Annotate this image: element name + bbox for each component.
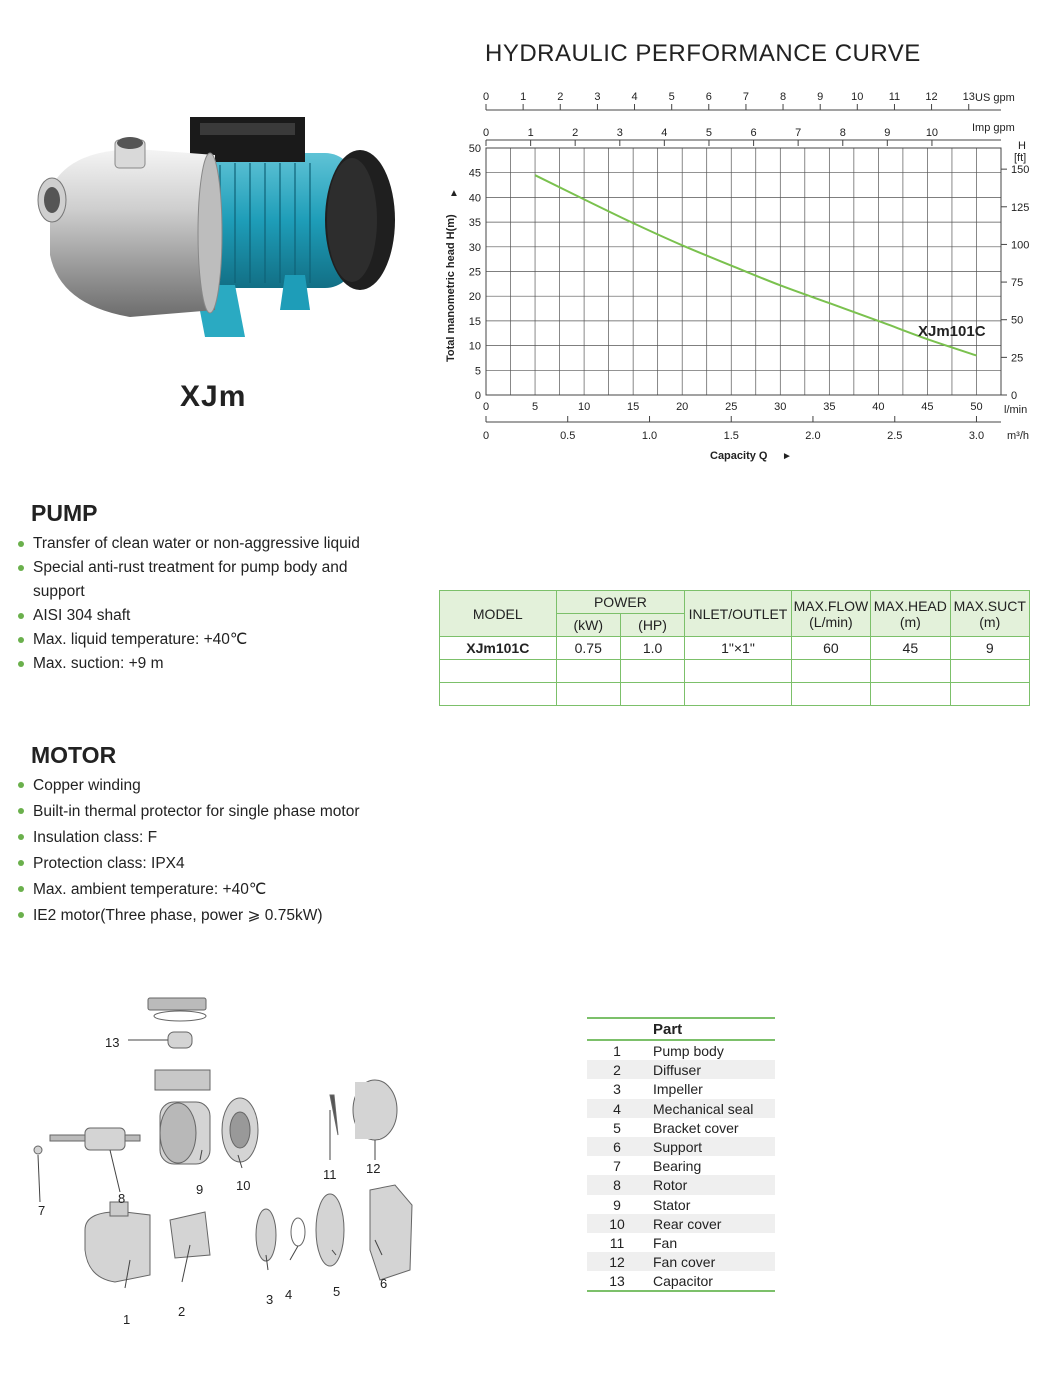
y-tick-label: 15 (468, 315, 481, 328)
pump-feature: AISI 304 shaft (16, 604, 376, 628)
y2-tick-label: 25 (1011, 352, 1024, 365)
y2-tick-label: 125 (1011, 201, 1030, 214)
spec-table (439, 590, 1030, 706)
usgpm-tick-label: 5 (668, 91, 675, 103)
x-tick-label: 45 (921, 401, 934, 413)
usgpm-tick-label: 10 (851, 91, 864, 103)
callout-11: 11 (323, 1167, 337, 1182)
impgpm-tick-label: 3 (616, 127, 623, 139)
part-bearing (34, 1146, 42, 1154)
part-name: Rear cover (653, 1215, 722, 1232)
part-pump-body (85, 1212, 150, 1282)
impgpm-tick-label: 2 (572, 127, 579, 139)
part-number: 1 (613, 1043, 621, 1059)
m3h-tick-label: 0 (482, 430, 490, 442)
part-rotor (85, 1128, 125, 1150)
part-gasket (154, 1011, 206, 1021)
list-item (587, 1060, 775, 1079)
part-support (370, 1185, 412, 1280)
usgpm-tick-label: 11 (888, 91, 901, 103)
x-axis-label: Capacity Q (710, 450, 768, 462)
callout-8: 8 (118, 1191, 126, 1206)
unit-usgpm: US gpm (975, 92, 1015, 104)
th-max-flow-l1: MAX.FLOW (793, 597, 869, 614)
part-number: 2 (613, 1062, 621, 1079)
chart-title: HYDRAULIC PERFORMANCE CURVE (485, 40, 921, 67)
impgpm-tick-label: 9 (884, 127, 891, 139)
part-number: 9 (613, 1196, 621, 1213)
callout-3: 3 (266, 1292, 274, 1307)
list-item (587, 1118, 775, 1137)
m3h-tick-label: 1.0 (641, 430, 658, 442)
part-name: Capacitor (653, 1273, 713, 1290)
y-tick-label: 10 (468, 340, 481, 353)
list-item (587, 1175, 775, 1194)
list-item (587, 1214, 775, 1233)
callout-4: 4 (285, 1287, 293, 1302)
performance-chart (430, 80, 1040, 470)
th-kw: (kW) (556, 614, 620, 637)
pump-feature: Max. suction: +9 m (16, 652, 376, 676)
y-tick-label: 30 (468, 241, 481, 254)
parts-list (587, 1017, 775, 1292)
part-impeller (256, 1209, 276, 1261)
y-axis-label: Total manometric head H(m) (445, 214, 457, 362)
part-bracket-cover (316, 1194, 344, 1266)
y-axis-ticks (469, 143, 481, 402)
m3h-axis (483, 416, 1001, 442)
impgpm-tick-label: 4 (661, 127, 668, 139)
series-label: XJm101C (918, 323, 986, 340)
th-power: POWER (556, 591, 685, 614)
motor-feature: Protection class: IPX4 (16, 851, 436, 877)
table-row-empty (440, 660, 1030, 683)
pump-heading: PUMP (31, 500, 98, 526)
parts-header (587, 1019, 775, 1041)
callout-9: 9 (196, 1182, 204, 1197)
part-name: Mechanical seal (653, 1100, 754, 1117)
th-max-suct-l1: MAX.SUCT (953, 597, 1026, 614)
pump-feature: Transfer of clean water or non-aggressive liquid (16, 532, 376, 556)
y-tick-label: 0 (474, 390, 481, 402)
m3h-tick-label: 1.5 (723, 430, 739, 442)
x-tick-label: 20 (676, 401, 689, 413)
part-name: Pump body (653, 1043, 724, 1059)
cell-kw: 0.75 (556, 637, 620, 660)
m3h-tick-label: 0.5 (560, 430, 576, 442)
x-tick-label: 40 (872, 401, 885, 413)
th-model: MODEL (440, 591, 557, 637)
impgpm-tick-label: 10 (925, 127, 939, 139)
part-number: 10 (609, 1215, 625, 1232)
parts-header-label: Part (653, 1021, 683, 1038)
pump-product-image (30, 105, 400, 350)
callout-7: 7 (38, 1203, 46, 1218)
m3h-tick-label: 2.0 (805, 430, 821, 442)
y-tick-label: 25 (468, 266, 481, 279)
table-row-empty (440, 683, 1030, 706)
list-item (587, 1156, 775, 1175)
usgpm-tick-label: 12 (925, 91, 938, 103)
th-max-flow (791, 591, 870, 637)
part-name: Impeller (653, 1081, 703, 1098)
pump-feature: Special anti-rust treatment for pump body and support (16, 556, 376, 604)
th-max-suct-l2: (m) (979, 613, 1001, 630)
x-axis-ticks (483, 401, 983, 413)
x-tick-label: 50 (970, 401, 983, 413)
motor-feature: Max. ambient temperature: +40℃ (16, 877, 436, 903)
x-tick-label: 5 (531, 401, 539, 413)
pump-feature-list (16, 532, 376, 676)
part-name: Fan cover (653, 1254, 716, 1271)
unit-m3h: m³/h (1007, 430, 1029, 442)
list-item (587, 1271, 775, 1290)
cell-inlet: 1"×1" (685, 637, 792, 660)
part-number: 4 (613, 1100, 621, 1117)
impgpm-tick-label: 1 (527, 127, 534, 139)
m3h-tick-label: 2.5 (887, 430, 903, 442)
callout-10: 10 (236, 1178, 251, 1193)
th-max-flow-l2: (L/min) (809, 613, 853, 630)
usgpm-tick-label: 7 (742, 91, 750, 103)
usgpm-tick-label: 8 (779, 91, 787, 103)
th-max-head-l2: (m) (899, 613, 921, 630)
list-item (587, 1099, 775, 1118)
part-name: Bracket cover (653, 1119, 739, 1136)
part-fan (330, 1095, 338, 1135)
impgpm-tick-label: 8 (839, 127, 846, 139)
part-number: 5 (613, 1119, 621, 1136)
list-item (587, 1079, 775, 1098)
part-number: 13 (609, 1273, 625, 1290)
part-number: 7 (613, 1158, 621, 1175)
part-name: Diffuser (653, 1062, 701, 1079)
th-max-head (871, 591, 950, 637)
usgpm-tick-label: 4 (631, 91, 638, 103)
usgpm-tick-label: 9 (817, 91, 824, 103)
x-axis-arrow: ► (782, 451, 792, 462)
y2-tick-label: 0 (1011, 390, 1018, 402)
y-tick-label: 50 (468, 143, 481, 155)
callout-1: 1 (123, 1312, 131, 1327)
list-item (587, 1233, 775, 1252)
part-name: Fan (653, 1234, 678, 1251)
motor-feature: Built-in thermal protector for single phase motor (16, 799, 436, 825)
x-tick-label: 10 (577, 401, 591, 413)
unit-impgpm: Imp gpm (972, 122, 1015, 134)
part-number: 11 (609, 1234, 625, 1251)
product-model-title: XJm (180, 380, 247, 413)
part-number: 3 (613, 1081, 621, 1098)
part-name: Rotor (653, 1177, 688, 1194)
y-tick-label: 40 (468, 192, 481, 205)
cell-flow: 60 (791, 637, 870, 660)
callout-5: 5 (333, 1284, 341, 1299)
pump-feature: Max. liquid temperature: +40℃ (16, 628, 376, 652)
part-mechanical-seal (291, 1218, 305, 1246)
unit-h: H (1018, 140, 1026, 152)
y-tick-label: 45 (468, 167, 481, 180)
part-name: Bearing (653, 1158, 702, 1175)
y-tick-label: 5 (474, 365, 481, 378)
callout-6: 6 (380, 1276, 388, 1291)
y2-tick-label: 75 (1011, 277, 1024, 290)
cell-model: XJm101C (440, 637, 557, 660)
impgpm-tick-label: 5 (705, 127, 713, 139)
x-tick-label: 0 (482, 401, 490, 413)
usgpm-tick-label: 3 (594, 91, 601, 103)
usgpm-tick-label: 6 (705, 91, 712, 103)
y2-axis-ticks (1001, 164, 1029, 402)
x-tick-label: 25 (725, 401, 738, 413)
callout-13: 13 (105, 1035, 120, 1050)
part-capacitor-box (148, 998, 206, 1010)
usgpm-tick-label: 0 (482, 91, 490, 103)
th-hp: (HP) (620, 614, 684, 637)
table-row (440, 637, 1030, 660)
usgpm-tick-label: 2 (557, 91, 564, 103)
x-tick-label: 35 (823, 401, 836, 413)
motor-feature: IE2 motor(Three phase, power ⩾ 0.75kW) (16, 903, 436, 929)
part-terminal-box (155, 1070, 210, 1090)
unit-lmin: l/min (1004, 404, 1028, 416)
th-max-suct (950, 591, 1029, 637)
part-number: 8 (613, 1177, 621, 1194)
y2-tick-label: 50 (1011, 314, 1024, 327)
y-tick-label: 35 (468, 217, 481, 230)
m3h-tick-label: 3.0 (968, 430, 985, 442)
th-inlet-outlet: INLET/OUTLET (685, 591, 792, 637)
impgpm-tick-label: 6 (750, 127, 757, 139)
part-capacitor (168, 1032, 192, 1048)
part-diffuser (170, 1212, 210, 1258)
part-number: 6 (613, 1138, 621, 1155)
unit-ft: [ft] (1014, 152, 1027, 164)
usgpm-tick-label: 13 (962, 91, 975, 103)
part-number: 12 (609, 1254, 625, 1271)
motor-feature-list (16, 773, 436, 929)
y2-tick-label: 100 (1011, 239, 1030, 252)
list-item (587, 1137, 775, 1156)
impgpm-tick-label: 7 (795, 127, 802, 139)
motor-heading: MOTOR (31, 742, 117, 768)
list-item (587, 1195, 775, 1214)
motor-feature: Insulation class: F (16, 825, 436, 851)
motor-feature: Copper winding (16, 773, 436, 799)
usgpm-tick-label: 1 (520, 91, 527, 103)
list-item (587, 1252, 775, 1271)
part-name: Support (653, 1138, 703, 1155)
th-max-head-l1: MAX.HEAD (873, 597, 947, 614)
impgpm-tick-label: 0 (482, 127, 490, 139)
cell-head: 45 (871, 637, 950, 660)
y2-tick-label: 150 (1011, 164, 1030, 177)
cell-suct: 9 (950, 637, 1029, 660)
callout-12: 12 (366, 1161, 381, 1176)
cell-hp: 1.0 (620, 637, 684, 660)
y-tick-label: 20 (468, 291, 481, 304)
top-axes (483, 91, 1001, 146)
part-name: Stator (653, 1196, 691, 1213)
list-item (587, 1041, 775, 1060)
callout-2: 2 (178, 1304, 186, 1319)
exploded-view-diagram (30, 990, 430, 1330)
x-tick-label: 15 (627, 401, 640, 413)
y-axis-arrow: ▲ (449, 188, 459, 199)
x-tick-label: 30 (774, 401, 787, 413)
